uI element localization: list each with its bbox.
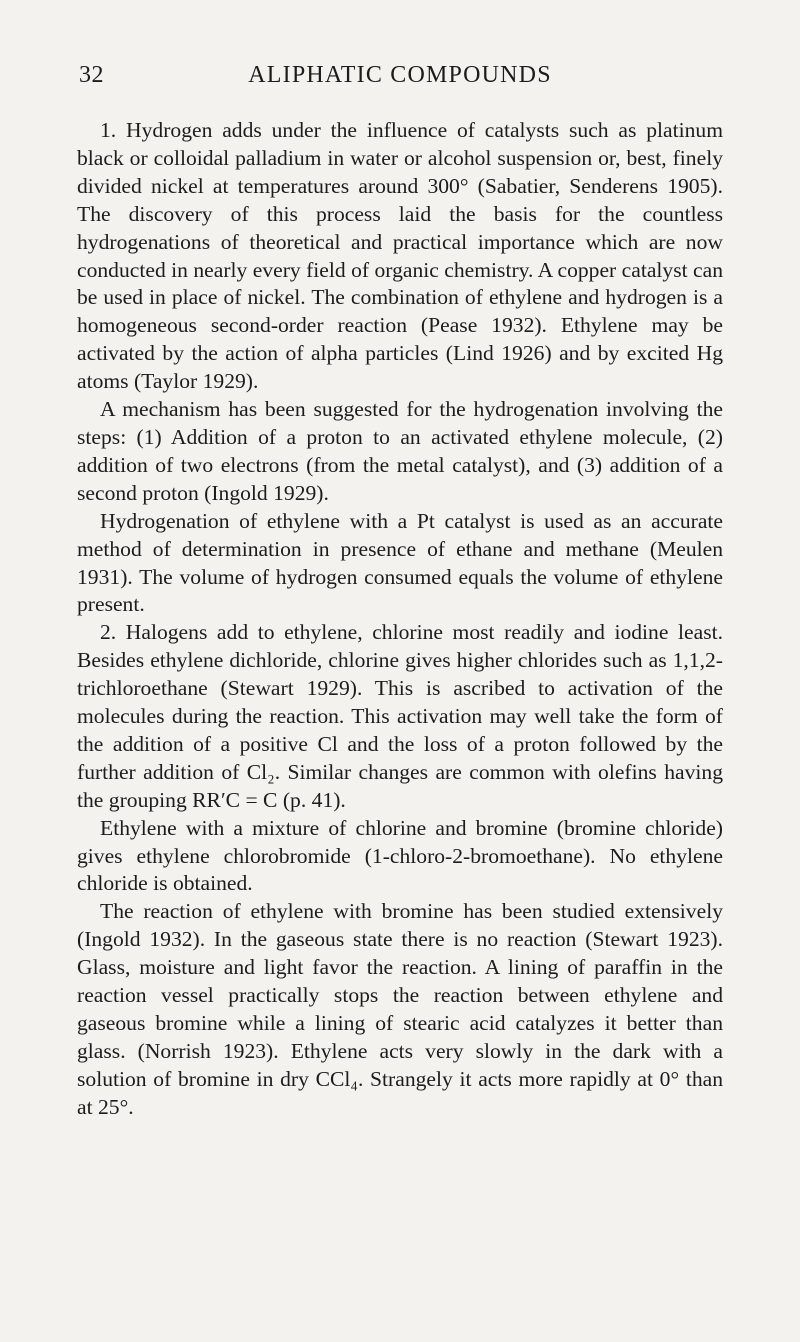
paragraph-halogen-addition: 2. Halogens add to ethylene, chlorine most readily and iodine least. Besides ethylene dichloride, chlorine gives higher chlorides such as 1,1,2-trichloroethane (Stewart 1929). This is ascribed to activation of the molecules during the reaction. This activation may well take the form of the addition of a positive Cl and the loss of a proton followed by the further addition of Cl₂. Similar changes are common with olefins having the grouping RR′C = C (p. 41). [77, 620, 723, 812]
body-text [77, 117, 723, 1122]
paragraph-bromine-reaction: The reaction of ethylene with bromine has been studied extensively (Ingold 1932). In the gaseous state there is no reaction (Stewart 1923). Glass, moisture and light favor the reaction. A lining of paraffin in the reaction vessel practically stops the reaction between ethylene and gaseous bromine while a lining of stearic acid catalyzes it better than glass. (Norrish 1923). Ethylene acts very slowly in the dark with a solution of bromine in dry CCl₄. Strangely it acts more rapidly at 0° than at 25°. [77, 899, 723, 1119]
page-header [79, 62, 721, 98]
running-title: ALIPHATIC COMPOUNDS [248, 62, 552, 88]
paragraph-hydrogenation-mechanism: A mechanism has been suggested for the hydrogenation involving the steps: (1) Addition of a proton to an activated ethylene molecule, (2) addition of two electrons (from the metal catalyst), and (3) addition of a second proton (Ingold 1929). [77, 397, 723, 505]
paragraph-hydrogenation-determination: Hydrogenation of ethylene with a Pt catalyst is used as an accurate method of determination in presence of ethane and methane (Meulen 1931). The volume of hydrogen consumed equals the volume of ethylene present. [77, 508, 723, 617]
paragraph-hydrogen-addition: 1. Hydrogen adds under the influence of catalysts such as platinum black or colloidal palladium in water or alcohol suspension or, best, finely divided nickel at temperatures around 300° (Sabatier, Senderens 1905). The discovery of this process laid the basis for the countless hydrogenations of theoretical and practical importance which are now conducted in nearly every field of organic chemistry. A copper catalyst can be used in place of nickel. The combination of ethylene and hydrogen is a homogeneous second-order reaction (Pease 1932). Ethylene may be activated by the action of alpha particles (Lind 1926) and by excited Hg atoms (Taylor 1929). [77, 118, 723, 394]
paragraph-bromine-chloride: Ethylene with a mixture of chlorine and bromine (bromine chloride) gives ethylene chlorobromide (1-chloro-2-bromoethane). No ethylene chloride is obtained. [77, 815, 723, 896]
page-number: 32 [79, 62, 104, 88]
